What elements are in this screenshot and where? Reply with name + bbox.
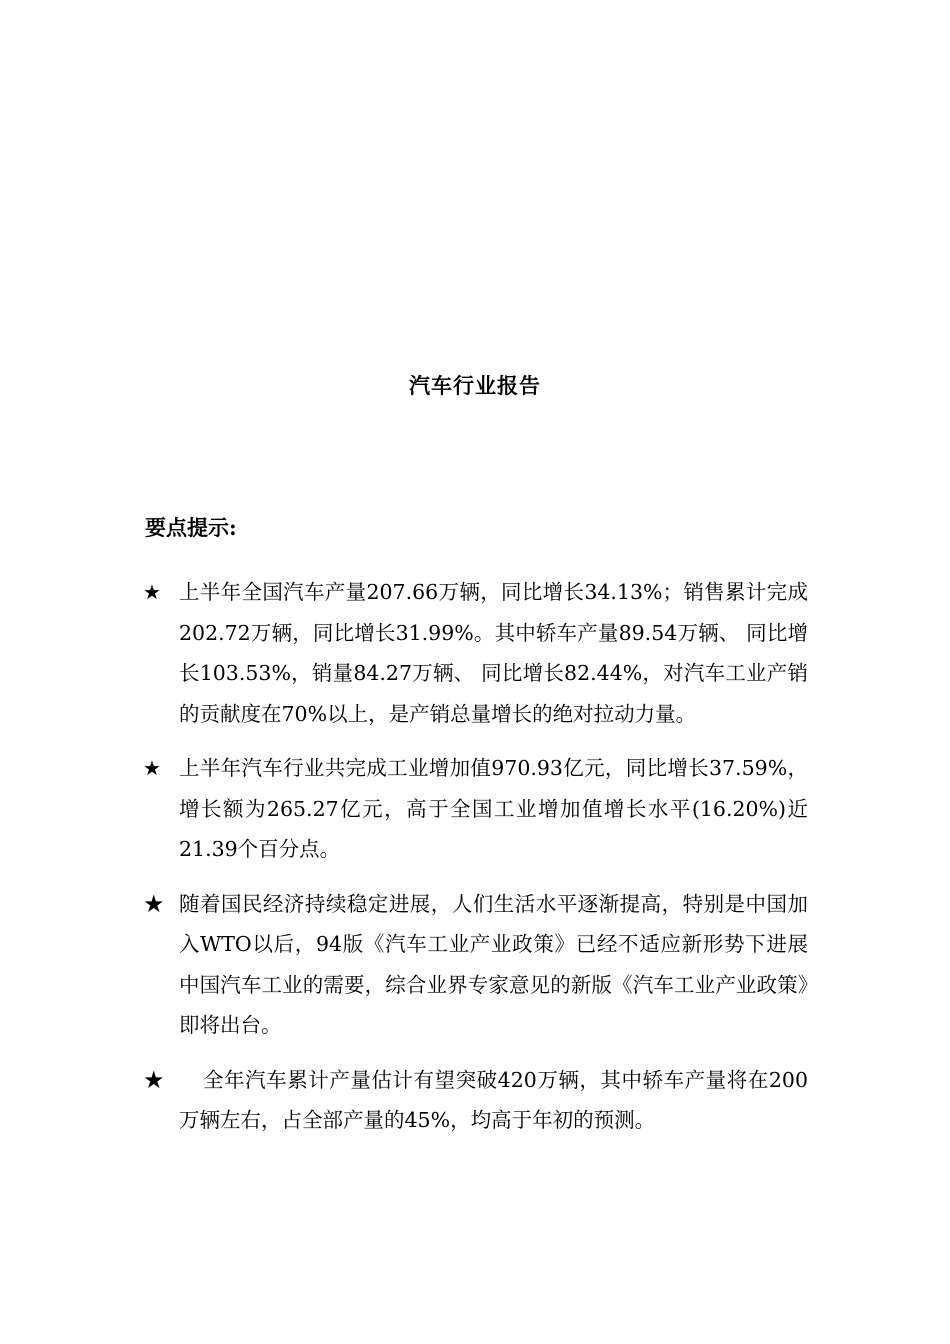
star-icon: ★ (143, 1065, 165, 1094)
section-heading-key-points: 要点提示: (145, 515, 237, 540)
key-point-item (143, 1060, 808, 1141)
key-points-list (143, 572, 808, 1155)
key-point-item (143, 572, 808, 734)
key-point-text: 全年汽车累计产量估计有望突破420万辆，其中轿车产量将在200万辆左右，占全部产量的45%，均高于年初的预测。 (179, 1067, 808, 1132)
star-icon: ★ (143, 756, 161, 780)
star-icon: ★ (143, 889, 165, 918)
star-icon: ★ (143, 580, 161, 604)
document-title: 汽车行业报告 (409, 373, 541, 398)
key-point-text: 随着国民经济持续稳定进展，人们生活水平逐渐提高，特别是中国加入WTO以后，94版《汽车工业产业政策》已经不适应新形势下进展中国汽车工业的需要，综合业界专家意见的新版《汽车工业产业政策》即将出台。 (179, 891, 808, 1037)
key-point-item (143, 748, 808, 870)
key-point-text: 上半年全国汽车产量207.66万辆，同比增长34.13%；销售累计完成202.72万辆，同比增长31.99%。其中轿车产量89.54万辆、 同比增长103.53%，销量84.27万辆、 同比增长82.44%，对汽车工业产销的贡献度在70%以上，是产销总量增长的绝对拉动力量。 (179, 580, 808, 726)
key-point-item (143, 884, 808, 1046)
key-point-text: 上半年汽车行业共完成工业增加值970.93亿元，同比增长37.59%，增长额为265.27亿元，高于全国工业增加值增长水平(16.20%)近21.39个百分点。 (179, 756, 808, 861)
